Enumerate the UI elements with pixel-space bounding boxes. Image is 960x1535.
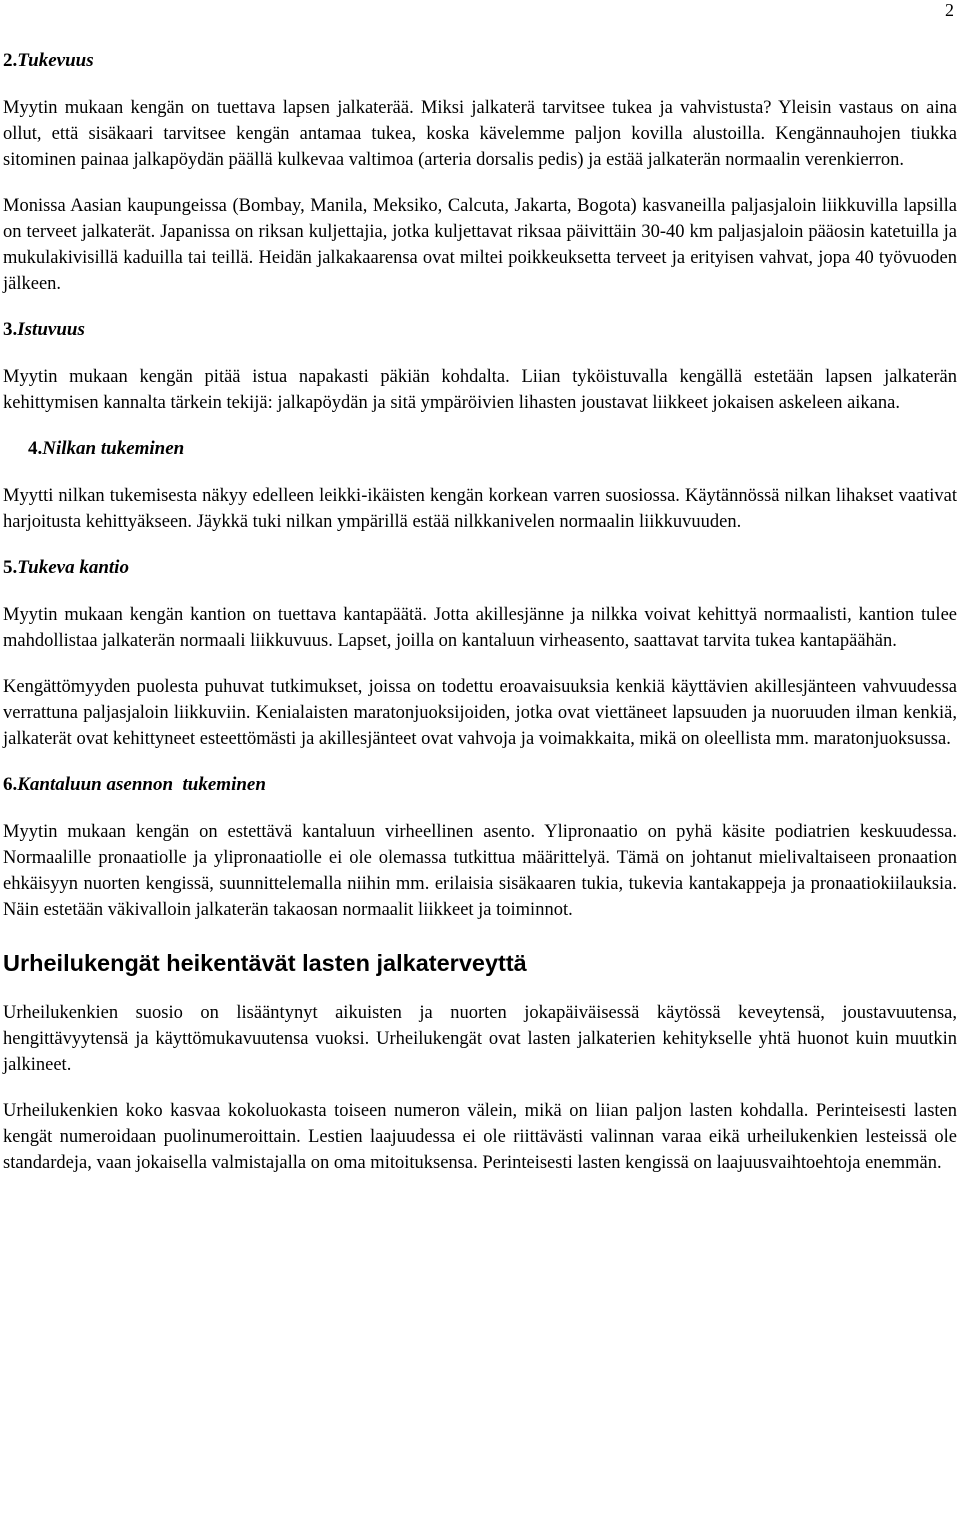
section-heading	[3, 436, 957, 462]
paragraph: Myytin mukaan kengän on tuettava lapsen jalkaterää. Miksi jalkaterä tarvitsee tukea ja vahvistusta? Yleisin vastaus on aina ollut, että sisäkaari tarvitsee kengän antamaa tukea, koska kävelemme paljon kovilla alustoilla. Kengännauhojen tiukka sitominen painaa jalkapöydän päällä kulkevaa valtimoa (arteria dorsalis pedis) ja estää jalkaterän normaalin verenkierron.	[3, 98, 957, 170]
paragraph: Urheilukenkien koko kasvaa kokoluokasta toiseen numeron välein, mikä on liian paljon lasten kohdalla. Perinteisesti lasten kengät numeroidaan puolinumeroittain. Lestien laajuudessa ei ole riittävästi valinnan varaa eikä urheilukenkien lesteissä ole standardeja, vaan jokaisella valmistajalla on oma mitoituksensa. Perinteisesti lasten kengissä on laajuusvaihtoehtoja enemmän.	[3, 1101, 957, 1173]
page-number: 2	[945, 0, 954, 20]
document-body	[3, 48, 957, 1196]
paragraph: Myytti nilkan tukemisesta näkyy edelleen leikki-ikäisten kengän korkean varren suosiossa. Käytännössä nilkan lihakset vaativat harjoitusta kehittyäkseen. Jäykkä tuki nilkan ympärillä estää nilkkanivelen normaalin liikkuvuuden.	[3, 486, 957, 532]
section-tukevuus	[3, 48, 957, 297]
section-number: 5.	[3, 557, 18, 578]
section-number: 2.	[3, 50, 18, 71]
section-heading	[3, 48, 957, 74]
section-title: Istuvuus	[17, 319, 85, 340]
section-heading	[3, 555, 957, 581]
section-tukeva-kantio	[3, 555, 957, 752]
section-kantaluun-asennon-tukeminen	[3, 772, 957, 923]
section-title: Tukevuus	[17, 50, 94, 71]
paragraph: Myytin mukaan kengän on estettävä kantaluun virheellinen asento. Ylipronaatio on pyhä käsite podiatrien keskuudessa. Normaalille pronaatiolle ja ylipronaatiolle ei ole olemassa tutkittua määrittelyä. Tämä on johtanut mielivaltaiseen pronaation ehkäisyyn nuorten kengissä, suunnittelemalla niihin mm. erilaisia sisäkaaren tukia, tukevia kantakappeja ja pronaatiokiilauksia. Näin estetään väkivalloin jalkaterän takaosan normaalit liikkeet ja toiminnot.	[3, 822, 957, 920]
paragraph: Myytin mukaan kengän pitää istua napakasti päkiän kohdalta. Liian tyköistuvalla kengällä estetään lapsen jalkaterän kehittymisen kannalta tärkein tekijä: jalkapöydän ja sitä ympäröivien lihasten joustavat liikkeet jokaisen askeleen aikana.	[3, 367, 957, 413]
section-number: 4.	[28, 438, 43, 459]
paragraph: Monissa Aasian kaupungeissa (Bombay, Manila, Meksiko, Calcuta, Jakarta, Bogota) kasvaneilla paljasjaloin liikkuvilla lapsilla on terveet jalkaterät. Japanissa on riksan kuljettajia, jotka kuljettavat riksaa päivittäin 30-40 km paljasjaloin pääosin katetuilla ja mukulakivisillä kaduilla tai teillä. Heidän jalkakaarensa ovat miltei poikkeuksetta terveet ja erityisen vahvat, jopa 40 työvuoden jälkeen.	[3, 196, 957, 294]
paragraph: Urheilukenkien suosio on lisääntynyt aikuisten ja nuorten jokapäiväisessä käytössä keveytensä, joustavuutensa, hengittävyytensä ja käyttömukavuutensa vuoksi. Urheilukengät ovat lasten jalkaterien kehitykselle yhtä huonot kuin muutkin jalkineet.	[3, 1003, 957, 1075]
section-heading	[3, 772, 957, 798]
section-title: Kantaluun asennon tukeminen	[17, 774, 266, 795]
section-heading	[3, 317, 957, 343]
paragraph: Kengättömyyden puolesta puhuvat tutkimukset, joissa on todettu eroavaisuuksia kenkiä käyttävien akillesjänteen vahvuudessa verrattuna paljasjaloin liikkuviin. Kenialaisten maratonjuoksijoiden, jotka ovat viettäneet lapsuuden ja nuoruuden ilman kenkiä, jalkaterät ovat kehittyneet esteettömästi ja akillesjänteet ovat vahvoja ja voimakkaita, mikä on oleellista mm. maratonjuoksussa.	[3, 677, 957, 749]
section-number: 3.	[3, 319, 18, 340]
section-title: Nilkan tukeminen	[42, 438, 185, 459]
paragraph: Myytin mukaan kengän kantion on tuettava kantapäätä. Jotta akillesjänne ja nilkka voivat kehittyä normaalisti, kantion tulee mahdollistaa jalkaterän normaali liikkuvuus. Lapset, joilla on kantaluun virheasento, saattavat tarvita tukea kantapäähän.	[3, 605, 957, 651]
section-number: 6.	[3, 774, 18, 795]
section-istuvuus	[3, 317, 957, 416]
section-title: Tukeva kantio	[17, 557, 129, 578]
section-nilkan-tukeminen	[3, 436, 957, 535]
main-heading: Urheilukengät heikentävät lasten jalkaterveyttä	[3, 950, 527, 976]
